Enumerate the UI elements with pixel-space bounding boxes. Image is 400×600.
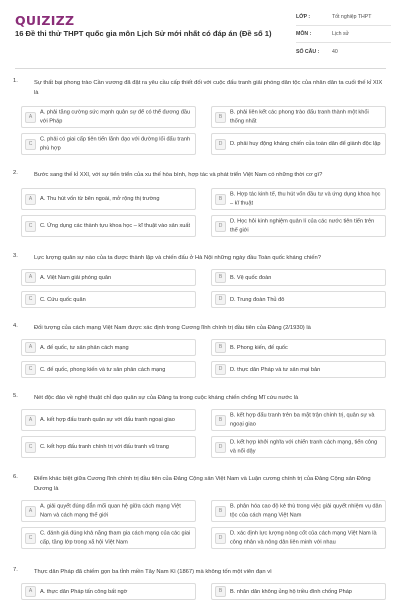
option-letter: A: [25, 586, 36, 597]
option-text: C. đánh giá đúng khả năng tham gia cách mạng của các giai cấp, tầng lớp trong xã hội Việt Nam: [40, 530, 191, 545]
option-text: D. phải huy động kháng chiến của toàn dân để giành độc lập: [230, 140, 381, 147]
question-4: [13, 323, 389, 383]
option-a[interactable]: [21, 339, 196, 356]
option-c[interactable]: [21, 291, 196, 308]
document-header: [0, 0, 400, 70]
option-letter: D: [215, 221, 226, 232]
option-text: C. kết hợp đấu tranh chính trị với đấu tranh vũ trang: [40, 443, 169, 450]
option-b[interactable]: [211, 269, 386, 286]
option-c[interactable]: [21, 361, 196, 378]
question-number: 6.: [13, 474, 18, 480]
option-letter: A: [25, 415, 36, 426]
question-3: [13, 253, 389, 313]
question-text: Nét độc đáo về nghệ thuật chỉ đạo quân sự của Đảng ta trong cuộc kháng chiến chống Mĩ cứu nước là: [34, 395, 299, 401]
option-c[interactable]: [21, 436, 196, 458]
question-number: 4.: [13, 323, 18, 329]
option-letter: D: [215, 442, 226, 453]
option-text: D. Học hỏi kinh nghiệm quản lí của các nước tiên tiến trên thế giới: [230, 218, 375, 233]
option-text: B. Vệ quốc đoàn: [230, 274, 272, 281]
meta-value: 40: [332, 48, 338, 55]
option-letter: A: [25, 506, 36, 517]
meta-label: LỚP :: [296, 14, 311, 20]
meta-value: Lịch sử: [332, 31, 350, 37]
option-d[interactable]: [211, 527, 386, 549]
option-text: A. Việt Nam giải phóng quân: [40, 274, 112, 281]
meta-value: Tốt nghiệp THPT: [332, 14, 372, 20]
question-number: 1.: [13, 78, 18, 84]
question-text: Thực dân Pháp đã chiếm gọn ba tỉnh miền Tây Nam Kì (1867) mà không tốn một viên đạn vì: [34, 569, 272, 575]
option-text: A. kết hợp đấu tranh quân sự với đấu tranh ngoại giao: [40, 416, 175, 423]
question-2: [13, 170, 389, 248]
option-text: C. Cứu quốc quân: [40, 296, 86, 303]
question-number: 7.: [13, 567, 18, 573]
option-text: A. đế quốc, tư sản phản cách mạng: [40, 344, 129, 351]
option-text: C. đế quốc, phong kiến và tư sản phản cách mạng: [40, 366, 166, 373]
option-d[interactable]: [211, 215, 386, 237]
meta-table: [296, 9, 391, 60]
option-letter: B: [215, 506, 226, 517]
option-letter: C: [25, 533, 36, 544]
option-text: B. nhân dân không ủng hộ triều đình chống Pháp: [230, 588, 352, 595]
option-letter: D: [215, 364, 226, 375]
question-number: 3.: [13, 253, 18, 259]
question-text: Bước sang thế kỉ XXI, với sự tiến triển của xu thế hòa bình, hợp tác và phát triển Việt Nam có những thời cơ gì?: [34, 172, 323, 178]
option-letter: B: [215, 415, 226, 426]
option-letter: C: [25, 221, 36, 232]
option-letter: C: [25, 442, 36, 453]
option-c[interactable]: [21, 527, 196, 549]
meta-row-subject: [296, 26, 391, 43]
option-text: A. thực dân Pháp tấn công bất ngờ: [40, 588, 128, 595]
option-text: D. kết hợp khởi nghĩa với chiến tranh cách mạng, tiến công và nổi dậy: [230, 439, 378, 454]
question-text: Điểm khác biệt giữa Cương lĩnh chính trị đầu tiên của Đảng Cộng sản Việt Nam và Luận cương chính trị của Đảng Cộng sản Đông Dương là: [34, 476, 371, 492]
option-letter: D: [215, 533, 226, 544]
question-1: [13, 78, 389, 156]
option-letter: C: [25, 139, 36, 150]
question-text: Lực lượng quân sự nào của ta được thành lập và chiến đấu ở Hà Nội những ngày đầu Toàn quốc kháng chiến?: [34, 255, 321, 261]
option-letter: D: [215, 139, 226, 150]
option-letter: D: [215, 294, 226, 305]
option-b[interactable]: [211, 409, 386, 431]
option-b[interactable]: [211, 106, 386, 128]
meta-label: SỐ CÂU :: [296, 48, 320, 55]
option-a[interactable]: [21, 106, 196, 128]
option-d[interactable]: [211, 291, 386, 308]
option-text: C. phải có giai cấp tiên tiến lãnh đạo với đường lối đấu tranh phù hợp: [40, 136, 191, 151]
option-letter: C: [25, 294, 36, 305]
question-text: Đối tượng của cách mạng Việt Nam được xác định trong Cương lĩnh chính trị đầu tiên của Đảng (2/1930) là: [34, 325, 311, 331]
option-text: D. Trung đoàn Thủ đô: [230, 296, 285, 303]
option-a[interactable]: [21, 500, 196, 522]
question-7: [13, 567, 389, 600]
document-title: 16 Đề thi thử THPT quốc gia môn Lịch Sử mới nhất có đáp án (Đề số 1): [15, 29, 272, 38]
option-letter: B: [215, 342, 226, 353]
option-c[interactable]: [21, 215, 196, 237]
option-text: B. Phong kiến, đế quốc: [230, 344, 288, 351]
option-letter: A: [25, 272, 36, 283]
question-text: Sự thất bại phong trào Cần vương đã đặt ra yêu cầu cấp thiết đối với cuộc đấu tranh giải phóng dân tộc của nhân dân ta cuối thế kỉ XIX là: [34, 80, 383, 96]
question-number: 5.: [13, 393, 18, 399]
option-c[interactable]: [21, 133, 196, 155]
option-letter: B: [215, 272, 226, 283]
option-b[interactable]: [211, 500, 386, 522]
option-d[interactable]: [211, 361, 386, 378]
option-text: A. giải quyết đúng đắn mối quan hệ giữa cách mạng Việt Nam và cách mạng thế giới: [40, 503, 181, 518]
option-letter: B: [215, 112, 226, 123]
option-d[interactable]: [211, 436, 386, 458]
option-text: B. kết hợp đấu tranh trên ba mặt trận chính trị, quân sự và ngoại giao: [230, 412, 375, 427]
option-text: D. thực dân Pháp và tư sản mại bản: [230, 366, 321, 373]
option-text: C. Ứng dụng các thành tựu khoa học – kĩ thuật vào sản xuất: [40, 222, 191, 229]
option-letter: A: [25, 194, 36, 205]
question-5: [13, 393, 389, 463]
option-letter: B: [215, 586, 226, 597]
option-a[interactable]: [21, 409, 196, 431]
header-divider: [15, 68, 386, 69]
question-number: 2.: [13, 170, 18, 176]
option-text: A. Thu hút vốn từ bên ngoài, mở rộng thị trường: [40, 195, 160, 202]
question-6: [13, 474, 389, 559]
option-b[interactable]: [211, 339, 386, 356]
option-text: A. phải tăng cường sức mạnh quân sự để có thể đương đầu với Pháp: [40, 109, 191, 124]
option-d[interactable]: [211, 133, 386, 155]
option-b[interactable]: [211, 583, 386, 600]
option-letter: A: [25, 112, 36, 123]
option-text: B. Hợp tác kinh tế, thu hút vốn đầu tư và ứng dụng khoa học – kĩ thuật: [230, 191, 381, 206]
option-letter: C: [25, 364, 36, 375]
option-a[interactable]: [21, 188, 196, 210]
option-letter: B: [215, 194, 226, 205]
option-text: B. phân hóa cao độ kẻ thù trong việc giải quyết nhiệm vụ dân tộc của cách mạng Việt Nam: [230, 503, 382, 518]
option-a[interactable]: [21, 269, 196, 286]
meta-row-class: [296, 9, 391, 26]
option-text: B. phải liên kết các phong trào đấu tranh thành một khối thống nhất: [230, 109, 369, 124]
option-a[interactable]: [21, 583, 196, 600]
option-text: D. xác định lực lượng nòng cốt của cách mạng Việt Nam là công nhân và nông dân liên minh với nhau: [230, 530, 377, 545]
option-b[interactable]: [211, 188, 386, 210]
meta-row-question-count: [296, 43, 391, 60]
meta-label: MÔN :: [296, 31, 312, 37]
option-letter: A: [25, 342, 36, 353]
quizizz-logo: QUIZIZZ: [15, 13, 75, 28]
